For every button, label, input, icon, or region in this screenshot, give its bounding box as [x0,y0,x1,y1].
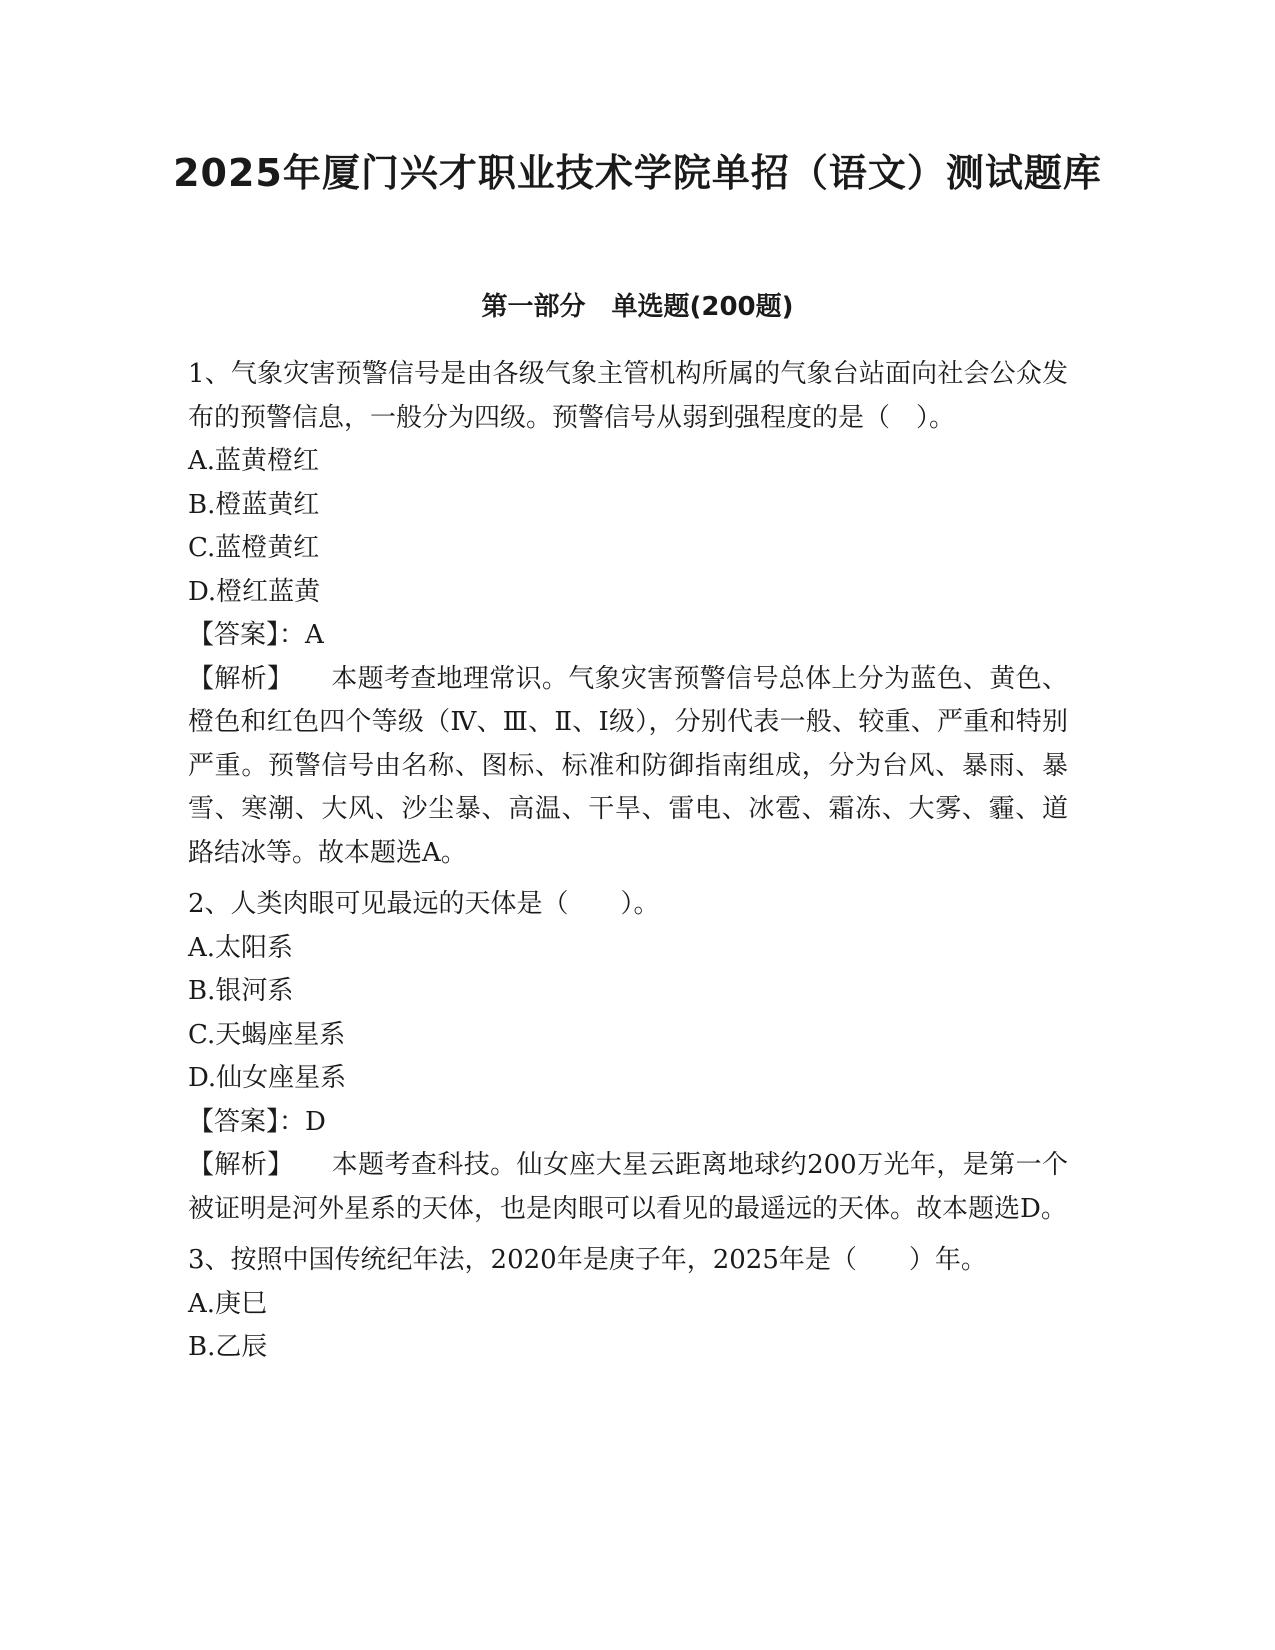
option-b: B.乙辰 [188,1332,268,1362]
question-item [188,1239,1068,1370]
question-list [188,353,1068,1378]
question-stem: 3、按照中国传统纪年法，2020年是庚子年，2025年是（ ）年。 [188,1245,987,1275]
question-stem: 2、人类肉眼可见最远的天体是（ ）。 [188,889,660,919]
option-a: A.庚巳 [188,1288,268,1319]
question-item [188,883,1068,1231]
option-a: A.太阳系 [188,932,294,963]
analysis-text: 本题考查地理常识。气象灾害预警信号总体上分为蓝色、黄色、橙色和红色四个等级（Ⅳ、Ⅲ、Ⅱ、Ⅰ级），分别代表一般、较重、严重和特别严重。预警信号由名称、图标、标准和防御指南组成，分为台风、暴雨、暴雪、寒潮、大风、沙尘暴、高温、干旱、雷电、冰雹、霜冻、大雾、霾、道路结冰等。故本题选A。 [188,663,1068,868]
document-title: 2025年厦门兴才职业技术学院单招（语文）测试题库 [173,151,1102,195]
option-d: D.仙女座星系 [188,1063,347,1093]
question-item [188,353,1068,875]
section-title: 第一部分 单选题(200题) [481,292,794,322]
answer-line [188,614,1068,658]
answer-value: D [305,1106,326,1137]
option-b: B.橙蓝黄红 [188,489,320,520]
answer-label: 【答案】： [188,1106,306,1137]
option-c: C.蓝橙黄红 [188,533,320,563]
option-c: C.天蝎座星系 [188,1019,346,1050]
option-d: D.橙红蓝黄 [188,576,321,607]
analysis-label: 【解析】 [188,663,294,694]
analysis-paragraph [188,1144,1068,1231]
option-a: A.蓝黄橙红 [188,446,320,476]
question-stem: 1、气象灾害预警信号是由各级气象主管机构所属的气象台站面向社会公众发布的预警信息，一般分为四级。预警信号从弱到强程度的是（ ）。 [188,359,1068,433]
option-b: B.银河系 [188,976,294,1006]
analysis-label: 【解析】 [188,1150,294,1180]
answer-value: A [305,620,324,650]
answer-line [188,1101,1068,1145]
analysis-paragraph [188,658,1068,876]
answer-label: 【答案】： [188,620,306,650]
analysis-text: 本题考查科技。仙女座大星云距离地球约200万光年，是第一个被证明是河外星系的天体，也是肉眼可以看见的最遥远的天体。故本题选D。 [188,1150,1068,1224]
